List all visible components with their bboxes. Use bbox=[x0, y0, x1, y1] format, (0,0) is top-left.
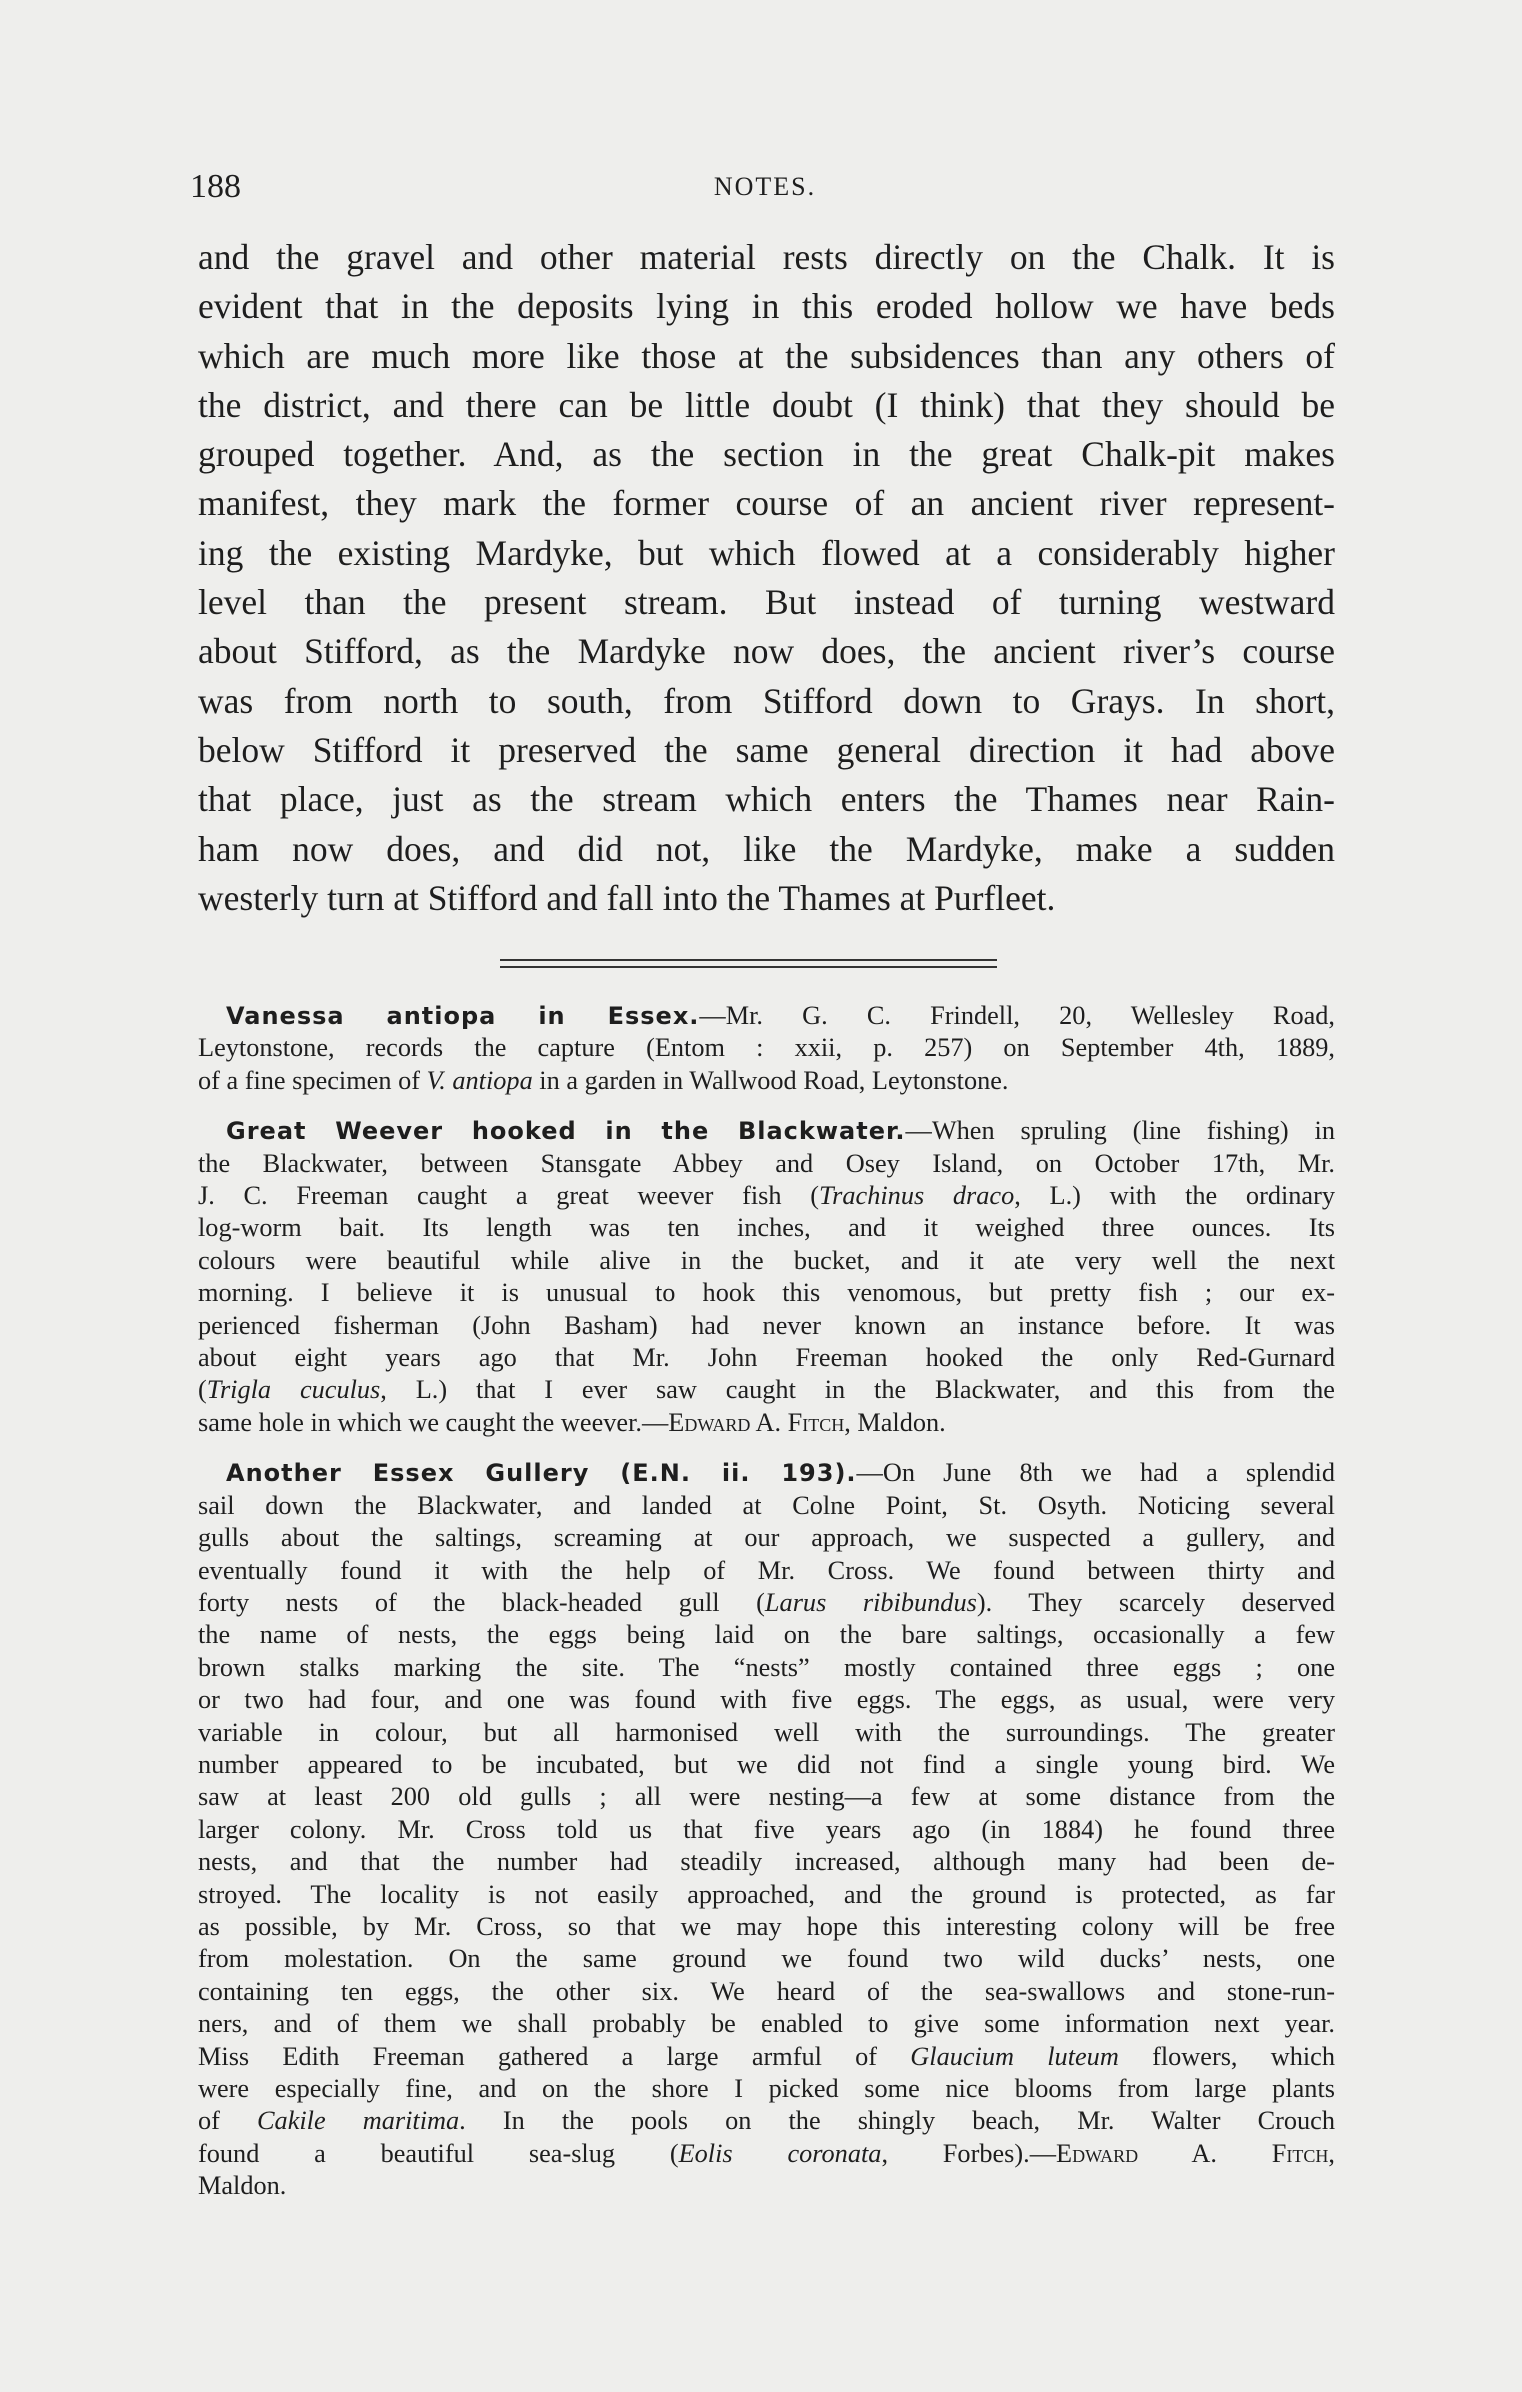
page-header bbox=[190, 168, 1340, 212]
notes-section bbox=[198, 1000, 1335, 2221]
text-line: that place, just as the stream which enters the Thames near Rain- bbox=[198, 779, 1335, 820]
text-line: forty nests of the black-headed gull (Larus ribibundus). They scarcely deserved bbox=[198, 1587, 1335, 1617]
text-line: J. C. Freeman caught a great weever fish (Trachinus draco, L.) with the ordinary bbox=[198, 1181, 1336, 1211]
text-line: below Stifford it preserved the same general direction it had above bbox=[198, 729, 1335, 770]
text-line: morning. I believe it is unusual to hook this venomous, but pretty fish ; our ex- bbox=[198, 1278, 1335, 1308]
text-line: same hole in which we caught the weever.—Edward A. Fitch, Maldon. bbox=[198, 1407, 946, 1437]
text-line: the name of nests, the eggs being laid on the bare saltings, occasionally a few bbox=[198, 1620, 1335, 1650]
text-line: and the gravel and other material rests directly on the Chalk. It is bbox=[198, 237, 1335, 277]
text-line: level than the present stream. But instead of turning westward bbox=[198, 582, 1335, 623]
author-name: Edward A. Fitch bbox=[1056, 2138, 1329, 2168]
running-head: NOTES. bbox=[713, 172, 817, 201]
text-line: about Stifford, as the Mardyke now does, the ancient river’s course bbox=[198, 631, 1335, 672]
text-line: Vanessa antiopa in Essex.—Mr. G. C. Frindell, 20, Wellesley Road, bbox=[226, 1001, 1335, 1030]
text-line: containing ten eggs, the other six. We heard of the sea-swallows and stone-run- bbox=[198, 1976, 1335, 2006]
text-line: of a fine specimen of V. antiopa in a garden in Wallwood Road, Leytonstone. bbox=[198, 1065, 1009, 1095]
author-name: Edward A. Fitch bbox=[668, 1407, 845, 1437]
text-line: of Cakile maritima. In the pools on the shingly beach, Mr. Walter Crouch bbox=[198, 2106, 1336, 2136]
text-line: ham now does, and did not, like the Mardyke, make a sudden bbox=[198, 828, 1335, 869]
note-great-weever bbox=[198, 1115, 1335, 1439]
text-line: colours were beautiful while alive in the bucket, and it ate very well the next bbox=[198, 1245, 1335, 1275]
text-line: Another Essex Gullery (E.N. ii. 193).—On June 8th we had a splendid bbox=[226, 1458, 1335, 1488]
text-line: (Trigla cuculus, L.) that I ever saw caught in the Blackwater, and this from the bbox=[198, 1375, 1335, 1405]
text-line: grouped together. And, as the section in the great Chalk-pit makes bbox=[198, 434, 1335, 475]
section-divider-bottom bbox=[500, 966, 997, 968]
text-line: Great Weever hooked in the Blackwater.—When spruling (line fishing) in bbox=[226, 1116, 1335, 1146]
text-line: Miss Edith Freeman gathered a large armful of Glaucium luteum flowers, which bbox=[198, 2041, 1336, 2071]
text-line: evident that in the deposits lying in this eroded hollow we have beds bbox=[198, 286, 1335, 327]
text-line: number appeared to be incubated, but we did not find a single young bird. We bbox=[198, 1749, 1335, 1779]
text-line: perienced fisherman (John Basham) had never known an instance before. It was bbox=[198, 1310, 1335, 1340]
text-line: about eight years ago that Mr. John Freeman hooked the only Red-Gurnard bbox=[198, 1343, 1335, 1373]
text-line: saw at least 200 old gulls ; all were nesting—a few at some distance from the bbox=[198, 1782, 1335, 1812]
text-line: westerly turn at Stifford and fall into the Thames at Purfleet. bbox=[198, 877, 1056, 918]
text-line: sail down the Blackwater, and landed at Colne Point, St. Osyth. Noticing several bbox=[198, 1490, 1335, 1520]
text-line: log-worm bait. Its length was ten inches, and it weighed three ounces. Its bbox=[198, 1213, 1335, 1243]
text-line: Leytonstone, records the capture (Entom : xxii, p. 257) on September 4th, 1889, bbox=[198, 1033, 1335, 1063]
text-line: Maldon. bbox=[198, 2171, 287, 2201]
text-line: which are much more like those at the subsidences than any others of bbox=[198, 335, 1335, 376]
note-title: Great Weever hooked in the Blackwater. bbox=[226, 1117, 906, 1146]
text-line: eventually found it with the help of Mr. Cross. We found between thirty and bbox=[198, 1555, 1335, 1585]
text-line: from molestation. On the same ground we found two wild ducks’ nests, one bbox=[198, 1944, 1335, 1974]
text-line: was from north to south, from Stifford down to Grays. In short, bbox=[198, 680, 1335, 721]
text-line: ners, and of them we shall probably be enabled to give some information next year. bbox=[198, 2009, 1335, 2039]
text-line: found a beautiful sea-slug (Eolis coronata, Forbes).—Edward A. Fitch, bbox=[198, 2138, 1335, 2168]
text-line: gulls about the saltings, screaming at our approach, we suspected a gullery, and bbox=[198, 1523, 1335, 1553]
text-line: brown stalks marking the site. The “nests” mostly contained three eggs ; one bbox=[198, 1652, 1335, 1682]
text-line: were especially fine, and on the shore I picked some nice blooms from large plants bbox=[198, 2074, 1335, 2103]
section-divider-top bbox=[500, 959, 997, 961]
main-paragraph bbox=[198, 233, 1335, 923]
page-number: 188 bbox=[190, 168, 241, 205]
text-line: the district, and there can be little doubt (I think) that they should be bbox=[198, 384, 1335, 425]
note-title: Another Essex Gullery (E.N. ii. 193). bbox=[226, 1459, 857, 1488]
text-line: nests, and that the number had steadily increased, although many had been de- bbox=[198, 1847, 1335, 1877]
text-line: or two had four, and one was found with five eggs. The eggs, as usual, were very bbox=[198, 1685, 1335, 1715]
text-line: as possible, by Mr. Cross, so that we may hope this interesting colony will be free bbox=[198, 1911, 1335, 1941]
text-line: ing the existing Mardyke, but which flowed at a considerably higher bbox=[198, 532, 1335, 573]
note-vanessa-antiopa bbox=[198, 1000, 1335, 1097]
text-line: variable in colour, but all harmonised well with the surroundings. The greater bbox=[198, 1717, 1335, 1747]
note-title: Vanessa antiopa in Essex. bbox=[226, 1002, 700, 1030]
note-essex-gullery bbox=[198, 1457, 1335, 2202]
text-line: stroyed. The locality is not easily approached, and the ground is protected, as far bbox=[198, 1879, 1335, 1909]
text-line: the Blackwater, between Stansgate Abbey and Osey Island, on October 17th, Mr. bbox=[198, 1148, 1335, 1178]
text-line: larger colony. Mr. Cross told us that five years ago (in 1884) he found three bbox=[198, 1814, 1335, 1844]
text-line: manifest, they mark the former course of an ancient river represent- bbox=[198, 483, 1335, 524]
